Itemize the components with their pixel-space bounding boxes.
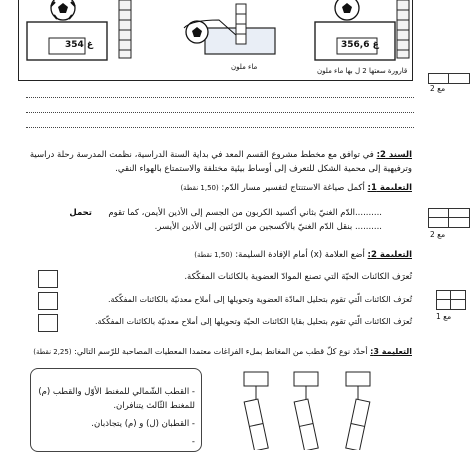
task1-line1: ..........الدّم الغنيّ بثاني أكسيد الكربون من الجسم إلى الأذين الأيمن، كما تقوم	[108, 208, 382, 218]
fact-4: -	[191, 437, 195, 447]
task3-label: التعليمة 3:	[370, 347, 412, 356]
task1-points: (1,50 نقطة)	[180, 184, 219, 192]
task1-text: أكمل صياغة الاستنتاج لتفسير مسار الدّم:	[221, 183, 365, 193]
task3-points: (2,25 نقطة)	[33, 348, 72, 356]
option2-checkbox[interactable]	[38, 292, 58, 310]
option3-text: تُعرَف الكائنات الّتي تقوم بتحليل بقايا الكائنات الحيّة وتحويلها إلى أملاح معدنيّة بالكائنات المفكّكة.	[94, 317, 412, 326]
answer-line	[26, 127, 414, 128]
fact-1: - القطب الشّمالي للمغنط الأوّل والقطب (م)	[38, 387, 195, 397]
task2-heading	[20, 250, 412, 261]
option3-checkbox[interactable]	[38, 314, 58, 332]
score-box-1b	[448, 73, 470, 84]
bottle-label: قارورة سعتها 2 ل بها ماء ملون	[317, 67, 408, 75]
sanad2-line2: وترفيهية إلى محمية الشكل للتعرف إلى أوساط بيئية مختلفة والاستمتاع بالهواء النقي.	[115, 164, 412, 174]
task1-heading	[20, 183, 412, 194]
task1-label: التعليمة 1:	[367, 183, 412, 193]
score-box-2c	[428, 217, 450, 228]
task1-line2: .......... بنقل الدّم الغنيّ بالأكسجين من الرّئتين إلى الأذين الأيسر.	[154, 222, 382, 232]
magnets-diagram	[222, 364, 412, 450]
facts-box	[30, 368, 202, 452]
score-label-1: مع 2	[430, 84, 446, 93]
option2-text: تُعرَف الكائنات الّتي تقوم بتحليل المادّة العضوية وتحويلها إلى أملاح معدنيّة بالكائنات المفكّكة.	[107, 295, 412, 304]
answer-line	[26, 97, 414, 98]
answer-line	[26, 112, 414, 113]
sanad2-line1	[20, 150, 412, 161]
task2-label: التعليمة 2:	[367, 250, 412, 260]
sanad2-label: السند 2:	[376, 150, 412, 160]
fact-3: - القطبان (ل) و (م) يتجاذبان.	[91, 419, 195, 429]
sanad2-text1: في توافق مع مخطط مشروع القسم المعد في بداية السنة الدراسية، نظمت المدرسة رحلة دراسية	[29, 150, 374, 160]
task2-points: (1,50 نقطة)	[194, 251, 233, 259]
task1-word: تحمل	[69, 208, 92, 218]
fact-2: للمغنط الثّالث يتنافران.	[113, 401, 195, 411]
score-box-1a	[428, 73, 450, 84]
colored-water-label: ماء ملون	[231, 63, 258, 71]
experiment-figure	[18, 0, 413, 81]
task2-text: أضع العلامة (x) أمام الإفادة السليمة:	[235, 250, 365, 260]
task3-text: أحدّد نوع كلّ قطب من المغانط بملء الفراغات معتمدا المعطيات المصاحبة للرّسم التالي:	[74, 347, 368, 356]
option1-text: تُعرَف الكائنات الحيّة التي تصنع الموادّ العضوية بالكائنات المفكّكة.	[184, 272, 412, 282]
option1-checkbox[interactable]	[38, 270, 58, 288]
score-box-3d	[450, 299, 466, 310]
score-box-2d	[448, 217, 470, 228]
score-label-3: مع 1	[436, 312, 452, 321]
score-label-2: مع 2	[430, 230, 446, 239]
scale-left-value: 354 غ	[65, 40, 94, 50]
scale-right-value: 356,6 غ	[341, 40, 379, 50]
task3-heading	[20, 346, 412, 358]
